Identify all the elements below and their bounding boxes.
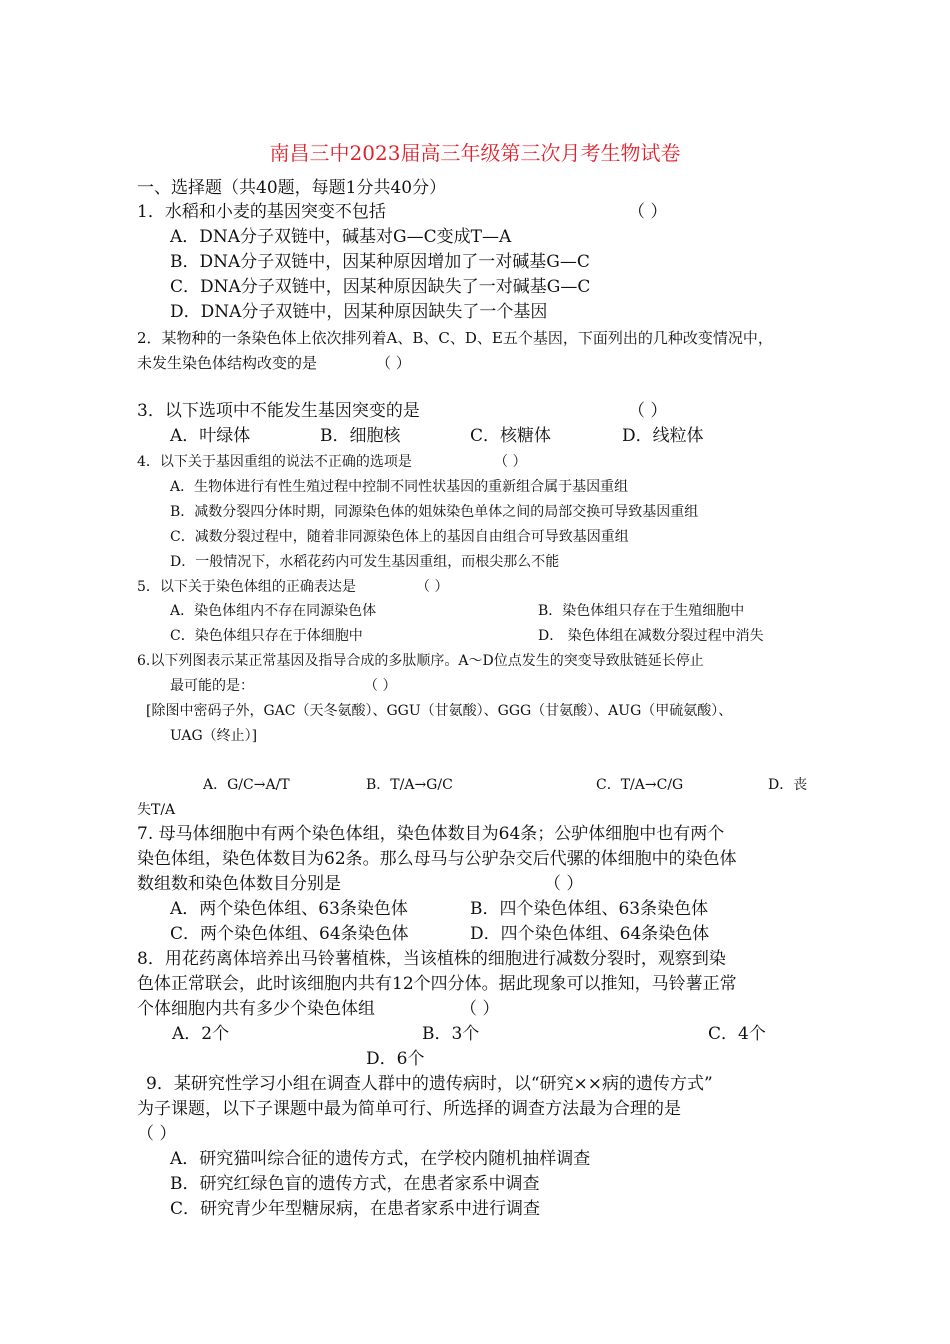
q2-line2: 未发生染色体结构改变的是	[137, 354, 318, 372]
q1-option-b: B．DNA分子双链中，因某种原因增加了一对碱基G—C	[170, 252, 590, 272]
q3-option-d: D．线粒体	[622, 426, 704, 446]
q7-line2: 染色体组，染色体数目为62条。那么母马与公驴杂交后代骡的体细胞中的染色体	[137, 849, 737, 869]
q6-option-d-cont: 失T/A	[137, 802, 176, 818]
q6-line1: 6.以下列图表示某正常基因及指导合成的多肽顺序。A～D位点发生的突变导致肽链延长停止	[137, 653, 704, 669]
q8-option-a: A．2个	[172, 1024, 230, 1044]
q3-stem: 3．以下选项中不能发生基因突变的是	[137, 401, 420, 421]
q6-note-line2: UAG（终止）]	[170, 728, 258, 744]
q8-option-c: C．4个	[708, 1024, 766, 1044]
q9-option-a: A．研究猫叫综合征的遗传方式，在学校内随机抽样调查	[170, 1149, 591, 1169]
q6-option-d: D．丧	[768, 777, 808, 793]
q6-option-c: C．T/A→C/G	[596, 777, 684, 793]
q4-option-d: D．一般情况下，水稻花药内可发生基因重组，而根尖那么不能	[170, 554, 560, 570]
q8-option-d: D．6个	[366, 1049, 425, 1069]
q5-stem: 5．以下关于染色体组的正确表达是	[137, 579, 356, 595]
q5-option-a: A．染色体组内不存在同源染色体	[170, 603, 377, 619]
q9-option-c: C．研究青少年型糖尿病，在患者家系中进行调查	[170, 1199, 541, 1219]
q8-line3: 个体细胞内共有多少个染色体组	[137, 999, 375, 1019]
q6-answer-paren: （ ）	[364, 678, 397, 694]
q4-option-a: A．生物体进行有性生殖过程中控制不同性状基因的重新组合属于基因重组	[170, 479, 629, 495]
q7-option-c: C．两个染色体组、64条染色体	[170, 924, 409, 944]
q7-option-b: B．四个染色体组、63条染色体	[470, 899, 709, 919]
q8-answer-paren: （ ）	[460, 999, 500, 1019]
q7-line3: 数组数和染色体数目分别是	[137, 874, 341, 894]
q9-answer-paren: （ ）	[137, 1124, 177, 1144]
q8-line1: 8．用花药离体培养出马铃薯植株，当该植株的细胞进行减数分裂时，观察到染	[137, 949, 726, 969]
q6-line2: 最可能的是：	[170, 678, 254, 694]
q3-option-a: A．叶绿体	[170, 426, 251, 446]
q5-option-d: D． 染色体组在减数分裂过程中消失	[538, 628, 764, 644]
page-title: 南昌三中2023届高三年级第三次月考生物试卷	[269, 141, 681, 165]
q4-option-c: C．减数分裂过程中，随着非同源染色体上的基因自由组合可导致基因重组	[170, 529, 629, 545]
q1-option-a: A．DNA分子双链中，碱基对G—C变成T—A	[170, 227, 512, 247]
q4-stem: 4．以下关于基因重组的说法不正确的选项是	[137, 454, 412, 470]
q7-answer-paren: （ ）	[544, 874, 584, 894]
q1-answer-paren: （ ）	[628, 202, 668, 222]
q3-option-b: B．细胞核	[320, 426, 401, 446]
q6-note-line1: [除图中密码子外，GAC（天冬氨酸）、GGU（甘氨酸）、GGG（甘氨酸）、AUG（甲硫氨酸）、	[146, 703, 733, 719]
q3-answer-paren: （ ）	[628, 401, 668, 421]
q9-line1: 9．某研究性学习小组在调查人群中的遗传病时，以“研究××病的遗传方式”	[146, 1074, 713, 1094]
q4-answer-paren: （ ）	[494, 454, 527, 470]
q7-option-a: A．两个染色体组、63条染色体	[170, 899, 408, 919]
q3-option-c: C．核糖体	[470, 426, 552, 446]
q8-line2: 色体正常联会，此时该细胞内共有12个四分体。据此现象可以推知，马铃薯正常	[137, 974, 737, 994]
q1-stem: 1．水稻和小麦的基因突变不包括	[137, 202, 386, 222]
q6-option-b: B．T/A→G/C	[366, 777, 453, 793]
q9-line2: 为子课题，以下子课题中最为简单可行、所选择的调查方法最为合理的是	[137, 1099, 681, 1119]
q4-option-b: B．减数分裂四分体时期，同源染色体的姐妹染色单体之间的局部交换可导致基因重组	[170, 504, 699, 520]
q7-option-d: D．四个染色体组、64条染色体	[470, 924, 710, 944]
q6-option-a: A．G/C→A/T	[203, 777, 290, 793]
q8-option-b: B．3个	[422, 1024, 480, 1044]
q2-line1: 2．某物种的一条染色体上依次排列着A、B、C、D、E五个基因，下面列出的几种改变情况中，	[137, 329, 773, 347]
section-heading: 一、选择题（共40题，每题1分共40分）	[137, 178, 447, 198]
q5-answer-paren: （ ）	[416, 579, 449, 595]
q7-line1: 7. 母马体细胞中有两个染色体组，染色体数目为64条；公驴体细胞中也有两个	[137, 824, 725, 844]
q9-option-b: B．研究红绿色盲的遗传方式，在患者家系中调查	[170, 1174, 540, 1194]
q1-option-d: D．DNA分子双链中，因某种原因缺失了一个基因	[170, 302, 548, 322]
q2-answer-paren: （ ）	[376, 354, 411, 372]
q5-option-b: B．染色体组只存在于生殖细胞中	[538, 603, 745, 619]
q1-option-c: C．DNA分子双链中，因某种原因缺失了一对碱基G—C	[170, 277, 591, 297]
q5-option-c: C．染色体组只存在于体细胞中	[170, 628, 363, 644]
